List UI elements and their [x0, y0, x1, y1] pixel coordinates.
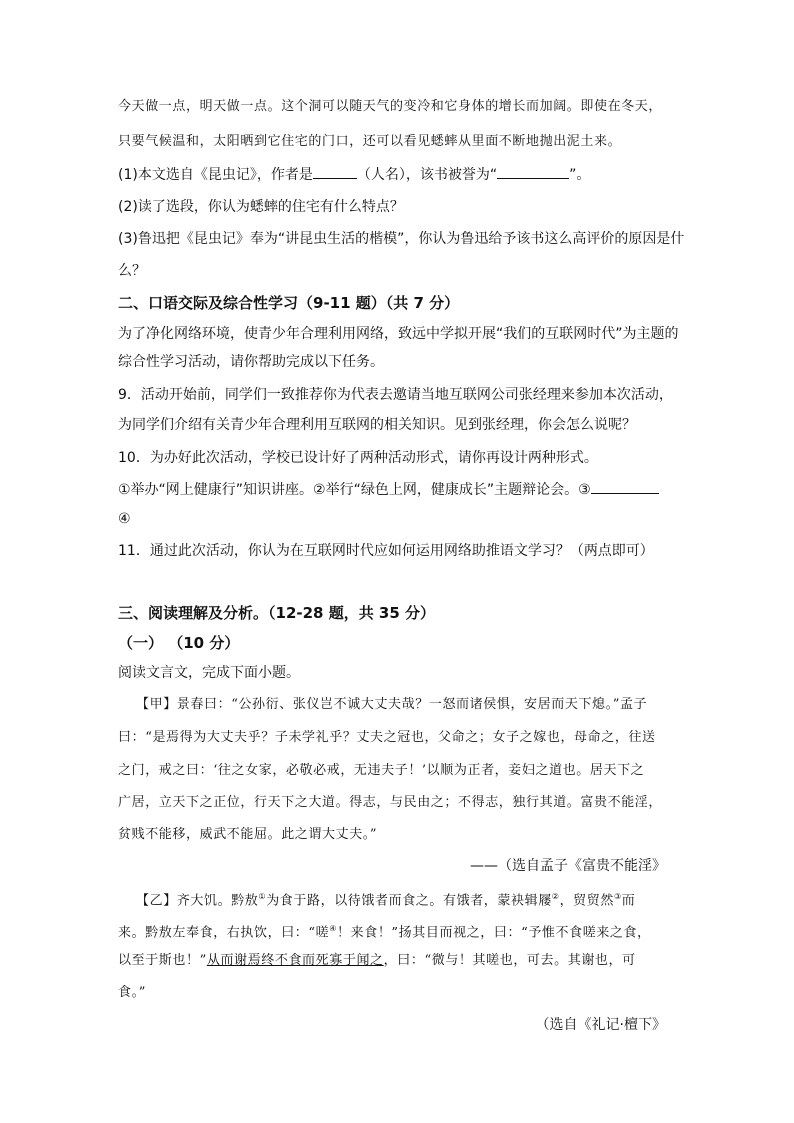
text-yi-line-1-b: 为食于路，以待饿者而食之。有饿者，蒙袂辑屦 [266, 893, 552, 909]
text-jia-line-2: 曰：“是焉得为大丈夫乎？子未学礼乎？丈夫之冠也，父命之；女子之嫁也，母命之，往送 [118, 730, 656, 745]
text-jia-source: ——（选自孟子《富贵不能淫》 [470, 858, 666, 874]
question-3-line-1: (3)鲁迅把《昆虫记》奉为“讲昆虫生活的楷模”，你认为鲁迅给予该书这么高评价的原因是什 [118, 231, 685, 247]
title-blank[interactable] [497, 164, 569, 179]
text-yi-line-2-b: ！来食！”扬其目而视之，曰：“予惟不食嗟来之食， [337, 925, 651, 941]
question-10-options-text: ①举办“网上健康行”知识讲座。②举行“绿色上网，健康成长”主题辩论会。③ [118, 482, 591, 498]
text-yi-line-1-d: 而 [621, 893, 636, 909]
question-1-part-a: (1)本文选自《昆虫记》，作者是 [118, 167, 313, 183]
question-11: 11．通过此次活动，你认为在互联网时代应如何运用网络助推语文学习？（两点即可） [118, 543, 654, 559]
passage-line-2: 只要气候温和，太阳晒到它住宅的门口，还可以看见蟋蟀从里面不断地抛出泥土来。 [118, 134, 622, 149]
question-10-option-4: ④ [118, 511, 131, 527]
text-jia-line-5: 贫贱不能移，威武不能屈。此之谓大丈夫。” [118, 827, 378, 842]
section-3-heading: 三、阅读理解及分析。（12-28 题，共 35 分） [118, 604, 436, 622]
text-yi-line-1-a: 【乙】齐大饥。黔敖 [136, 893, 259, 909]
question-3-line-2: 么？ [118, 263, 146, 279]
section-2-intro-line-2: 综合性学习活动，请你帮助完成以下任务。 [118, 354, 384, 370]
subsection-1-heading: （一） （10 分） [118, 634, 240, 652]
text-yi-line-2 [118, 918, 651, 944]
section-2-intro-line-1: 为了净化网络环境，使青少年合理利用网络，致远中学拟开展“我们的互联网时代”为主题的 [118, 326, 679, 342]
option-3-blank[interactable] [591, 479, 659, 494]
text-yi-source: （选自《礼记·檀下》 [535, 1017, 666, 1033]
footnote-marker-4: ④ [329, 924, 338, 933]
text-yi-line-4: 食。” [118, 985, 146, 1000]
text-yi-line-3-a: 以至于斯也！” [118, 953, 207, 968]
question-1 [118, 164, 590, 186]
author-blank[interactable] [313, 164, 357, 179]
text-yi-line-1-c: ，贸贸然 [559, 893, 614, 909]
text-jia-line-4: 广居，立天下之正位，行天下之大道。得志，与民由之；不得志，独行其道。富贵不能淫， [118, 795, 663, 810]
footnote-marker-1: ① [258, 892, 267, 901]
question-10: 10．为办好此次活动，学校已设计好了两种活动形式，请你再设计两种形式。 [118, 450, 598, 466]
text-yi-line-3-b: ，曰：“微与！其嗟也，可去。其谢也，可 [383, 953, 636, 968]
footnote-marker-3: ③ [613, 892, 622, 901]
question-9-line-1: 9．活动开始前，同学们一致推荐你为代表去邀请当地互联网公司张经理来参加本次活动， [118, 387, 673, 403]
question-2: (2)读了选段，你认为蟋蟀的住宅有什么特点？ [118, 199, 404, 215]
reading-instruction: 阅读文言文，完成下面小题。 [118, 665, 300, 681]
section-2-heading: 二、口语交际及综合性学习（9-11 题）（共 7 分） [118, 294, 460, 312]
text-yi-line-1 [136, 886, 635, 912]
text-yi-line-2-a: 来。黔敖左奉食，右执饮，曰：“嗟 [118, 925, 330, 941]
underlined-sentence: 从而谢焉终不食而死寡于闻之 [206, 953, 384, 968]
question-1-part-c: ”。 [569, 167, 591, 183]
question-9-line-2: 为同学们介绍有关青少年合理利用互联网的相关知识。见到张经理，你会怎么说呢？ [118, 417, 636, 433]
passage-line-1: 今天做一点，明天做一点。这个洞可以随天气的变冷和它身体的增长而加阔。即使在冬天， [118, 99, 663, 114]
footnote-marker-2: ② [551, 892, 560, 901]
question-10-options [118, 479, 659, 501]
text-jia-line-3: 之门，戒之曰：‘往之女家，必敬必戒，无违夫子！’以顺为正者，妾妇之道也。居天下之 [118, 763, 645, 778]
question-1-part-b: （人名），该书被誉为“ [356, 167, 498, 183]
text-jia-line-1: 【甲】景春曰：“公孙衍、张仪岂不诚大丈夫哉？一怒而诸侯惧，安居而天下熄。”孟子 [136, 697, 648, 712]
text-yi-line-3 [118, 950, 636, 972]
